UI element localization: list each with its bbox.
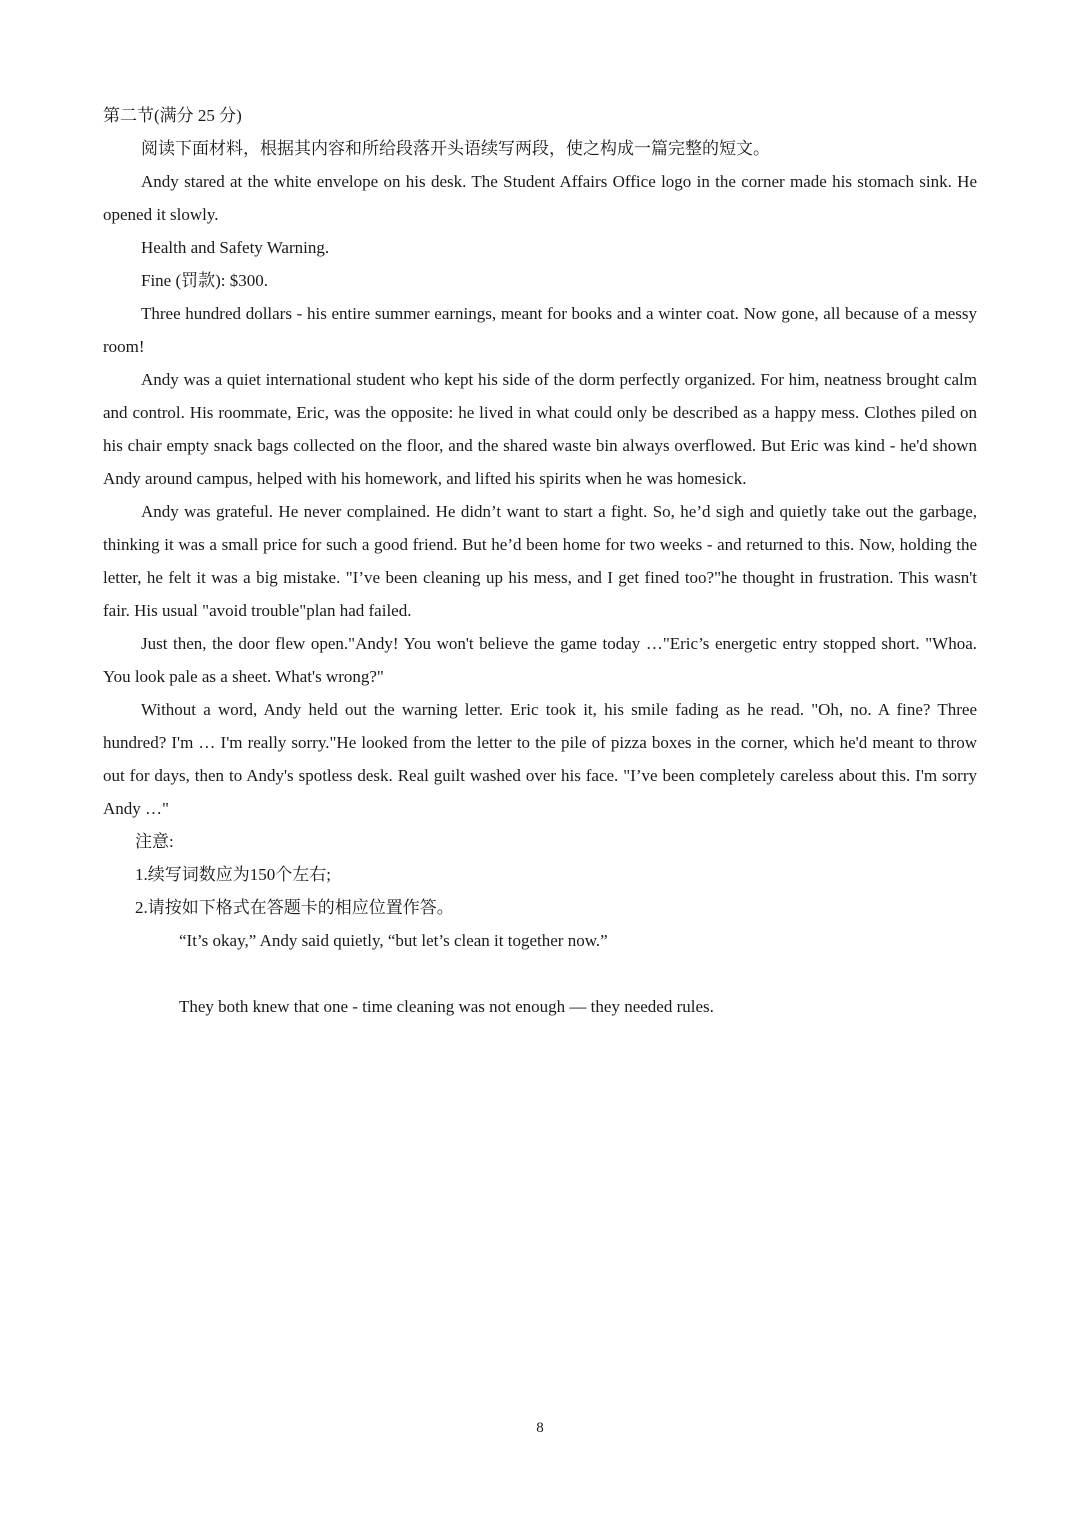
exam-page-content bbox=[103, 99, 977, 1023]
passage-paragraph: Health and Safety Warning. bbox=[141, 238, 330, 257]
reading-passage bbox=[103, 165, 977, 825]
prompt-opening-line: “It’s okay,” Andy said quietly, “but let’s clean it together now.” bbox=[179, 931, 608, 950]
passage-paragraph: Three hundred dollars - his entire summer earnings, meant for books and a winter coat. Now gone, all because of a messy room! bbox=[103, 304, 977, 356]
notes-label: 注意: bbox=[135, 832, 174, 851]
passage-paragraph: Just then, the door flew open."Andy! You won't believe the game today …"Eric’s energetic entry stopped short. "Whoa. You look pale as a sheet. What's wrong?" bbox=[103, 634, 977, 686]
passage-paragraph: Andy stared at the white envelope on his desk. The Student Affairs Office logo in the corner made his stomach sink. He opened it slowly. bbox=[103, 172, 977, 224]
passage-paragraph: Without a word, Andy held out the warning letter. Eric took it, his smile fading as he read. "Oh, no. A fine? Three hundred? I'm … I'm really sorry."He looked from the letter to the pile of pizza boxes in the corner, which he'd meant to throw out for days, then to Andy's spotless desk. Real guilt washed over his face. "I’ve been completely careless about this. I'm sorry Andy …" bbox=[103, 700, 977, 818]
note-item: 2.请按如下格式在答题卡的相应位置作答。 bbox=[135, 898, 454, 917]
passage-paragraph: Fine (罚款): $300. bbox=[141, 271, 269, 290]
section-title: 第二节(满分 25 分) bbox=[103, 106, 242, 125]
passage-paragraph: Andy was a quiet international student who kept his side of the dorm perfectly organized. For him, neatness brought calm and control. His roommate, Eric, was the opposite: he lived in what could only be described as a happy mess. Clothes piled on his chair empty snack bags collected on the floor, and the shared waste bin always overflowed. But Eric was kind - he'd shown Andy around campus, helped with his homework, and lifted his spirits when he was homesick. bbox=[103, 370, 977, 488]
prompt-opening-line: They both knew that one - time cleaning was not enough — they needed rules. bbox=[179, 997, 714, 1016]
note-item: 1.续写词数应为150个左右; bbox=[135, 865, 331, 884]
passage-paragraph: Andy was grateful. He never complained. He didn’t want to start a fight. So, he’d sigh and quietly take out the garbage, thinking it was a small price for such a good friend. But he’d been home for two weeks - and returned to this. Now, holding the letter, he felt it was a big mistake. "I’ve been cleaning up his mess, and I get fined too?"he thought in frustration. This wasn't fair. His usual "avoid trouble"plan had failed. bbox=[103, 502, 977, 620]
notes-section bbox=[103, 825, 977, 924]
prompt-spacer bbox=[179, 957, 977, 990]
continuation-prompts bbox=[103, 924, 977, 1023]
instruction-text: 阅读下面材料，根据其内容和所给段落开头语续写两段，使之构成一篇完整的短文。 bbox=[141, 139, 770, 158]
page-number: 8 bbox=[536, 1420, 544, 1436]
